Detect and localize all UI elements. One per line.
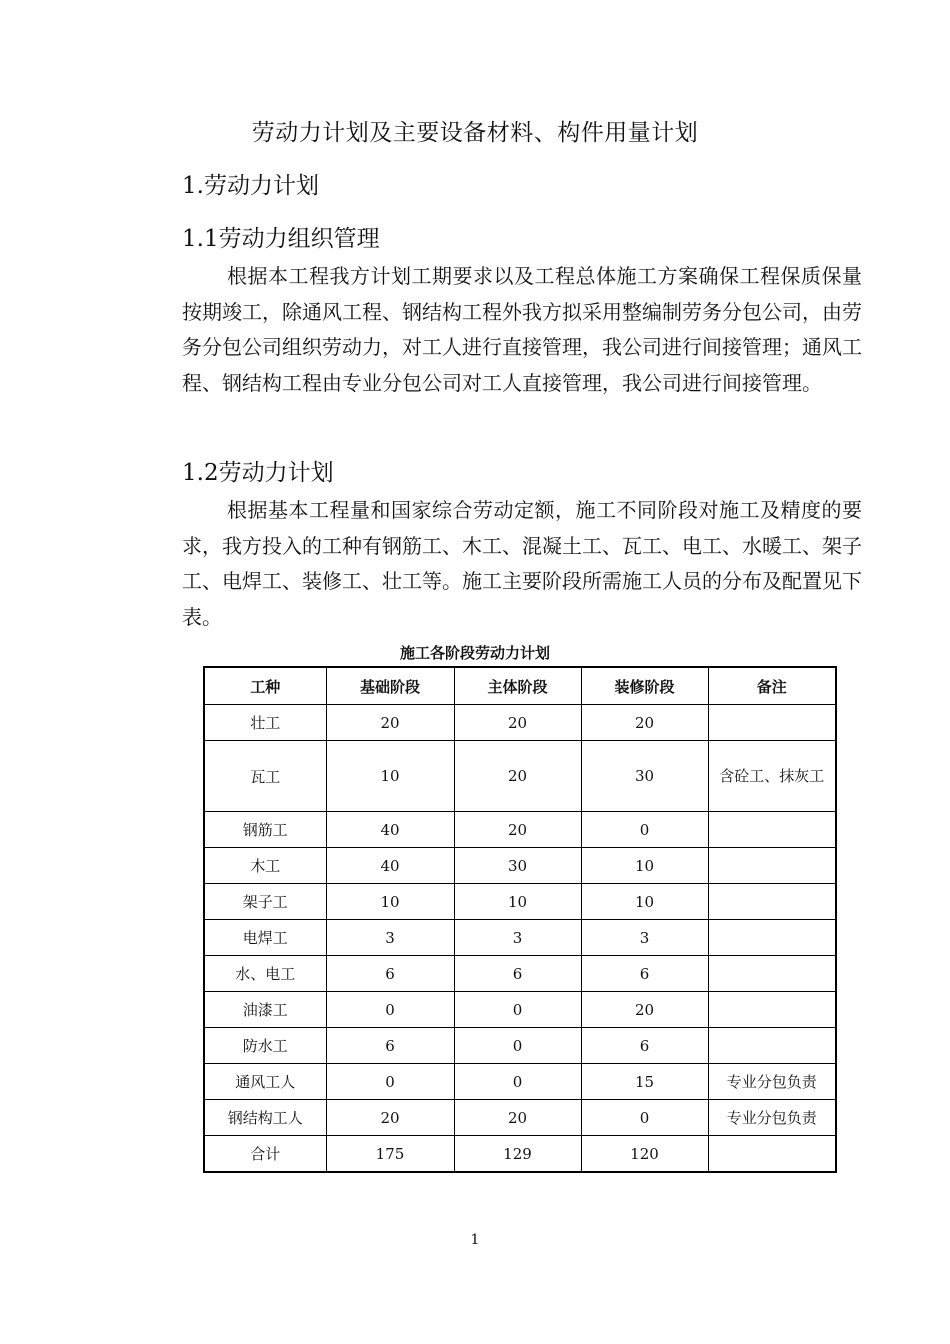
cell-finishing: 10 (581, 848, 708, 884)
header-remarks: 备注 (708, 667, 836, 705)
cell-finishing: 6 (581, 1028, 708, 1064)
cell-foundation: 3 (326, 920, 454, 956)
table-row (204, 992, 836, 1028)
cell-foundation: 0 (326, 1064, 454, 1100)
cell-trade: 油漆工 (204, 992, 326, 1028)
table-row (204, 1028, 836, 1064)
table-caption: 施工各阶段劳动力计划 (399, 644, 550, 662)
cell-structure: 3 (454, 920, 581, 956)
cell-structure: 20 (454, 812, 581, 848)
cell-remarks (708, 705, 836, 741)
cell-trade: 合计 (204, 1136, 326, 1173)
cell-structure: 20 (454, 705, 581, 741)
cell-trade: 瓦工 (204, 741, 326, 812)
cell-finishing: 120 (581, 1136, 708, 1173)
cell-remarks (708, 812, 836, 848)
section-heading-labor-plan: 1.劳动力计划 (182, 173, 319, 199)
cell-structure: 0 (454, 1028, 581, 1064)
cell-remarks (708, 1028, 836, 1064)
cell-foundation: 6 (326, 1028, 454, 1064)
cell-trade: 钢结构工人 (204, 1100, 326, 1136)
cell-trade: 防水工 (204, 1028, 326, 1064)
cell-remarks: 专业分包负责 (708, 1100, 836, 1136)
cell-finishing: 10 (581, 884, 708, 920)
cell-finishing: 20 (581, 705, 708, 741)
cell-foundation: 10 (326, 741, 454, 812)
section-heading-labor-organization: 1.1劳动力组织管理 (182, 226, 380, 252)
cell-remarks (708, 956, 836, 992)
cell-trade: 木工 (204, 848, 326, 884)
cell-trade: 架子工 (204, 884, 326, 920)
table-row (204, 812, 836, 848)
cell-remarks (708, 1136, 836, 1173)
cell-foundation: 175 (326, 1136, 454, 1173)
cell-structure: 20 (454, 1100, 581, 1136)
cell-remarks: 专业分包负责 (708, 1064, 836, 1100)
table-header-row (204, 667, 836, 705)
table-row (204, 1064, 836, 1100)
table-row (204, 848, 836, 884)
section-heading-labor-schedule: 1.2劳动力计划 (182, 460, 334, 486)
cell-structure: 0 (454, 992, 581, 1028)
cell-foundation: 20 (326, 705, 454, 741)
cell-foundation: 10 (326, 884, 454, 920)
cell-foundation: 40 (326, 848, 454, 884)
cell-structure: 6 (454, 956, 581, 992)
cell-structure: 30 (454, 848, 581, 884)
table-row (204, 1100, 836, 1136)
table-row (204, 705, 836, 741)
cell-finishing: 6 (581, 956, 708, 992)
header-finishing-stage: 装修阶段 (581, 667, 708, 705)
table-row (204, 920, 836, 956)
cell-remarks (708, 992, 836, 1028)
cell-finishing: 0 (581, 812, 708, 848)
cell-trade: 钢筋工 (204, 812, 326, 848)
paragraph-labor-organization: 根据本工程我方计划工期要求以及工程总体施工方案确保工程保质保量按期竣工，除通风工程、钢结构工程外我方拟采用整编制劳务分包公司，由劳务分包公司组织劳动力，对工人进行直接管理，我公司进行间接管理；通风工程、钢结构工程由专业分包公司对工人直接管理，我公司进行间接管理。 (182, 264, 862, 395)
cell-structure: 20 (454, 741, 581, 812)
cell-structure: 0 (454, 1064, 581, 1100)
cell-foundation: 6 (326, 956, 454, 992)
labor-plan-table (203, 666, 837, 1173)
cell-trade: 电焊工 (204, 920, 326, 956)
table-row (204, 884, 836, 920)
cell-structure: 129 (454, 1136, 581, 1173)
cell-finishing: 3 (581, 920, 708, 956)
cell-finishing: 0 (581, 1100, 708, 1136)
cell-remarks: 含砼工、抹灰工 (708, 741, 836, 812)
cell-trade: 壮工 (204, 705, 326, 741)
cell-remarks (708, 884, 836, 920)
document-title: 劳动力计划及主要设备材料、构件用量计划 (251, 120, 699, 146)
cell-structure: 10 (454, 884, 581, 920)
table-total-row (204, 1136, 836, 1173)
paragraph-labor-schedule: 根据基本工程量和国家综合劳动定额，施工不同阶段对施工及精度的要求，我方投入的工种有钢筋工、木工、混凝土工、瓦工、电工、水暖工、架子工、电焊工、装修工、壮工等。施工主要阶段所需施工人员的分布及配置见下表。 (182, 498, 862, 629)
cell-foundation: 40 (326, 812, 454, 848)
page-number: 1 (470, 1232, 480, 1248)
cell-finishing: 15 (581, 1064, 708, 1100)
header-foundation-stage: 基础阶段 (326, 667, 454, 705)
table-row (204, 741, 836, 812)
header-structure-stage: 主体阶段 (454, 667, 581, 705)
cell-finishing: 30 (581, 741, 708, 812)
table-row (204, 956, 836, 992)
cell-remarks (708, 920, 836, 956)
cell-foundation: 0 (326, 992, 454, 1028)
header-trade: 工种 (204, 667, 326, 705)
cell-foundation: 20 (326, 1100, 454, 1136)
cell-trade: 水、电工 (204, 956, 326, 992)
cell-trade: 通风工人 (204, 1064, 326, 1100)
cell-finishing: 20 (581, 992, 708, 1028)
cell-remarks (708, 848, 836, 884)
